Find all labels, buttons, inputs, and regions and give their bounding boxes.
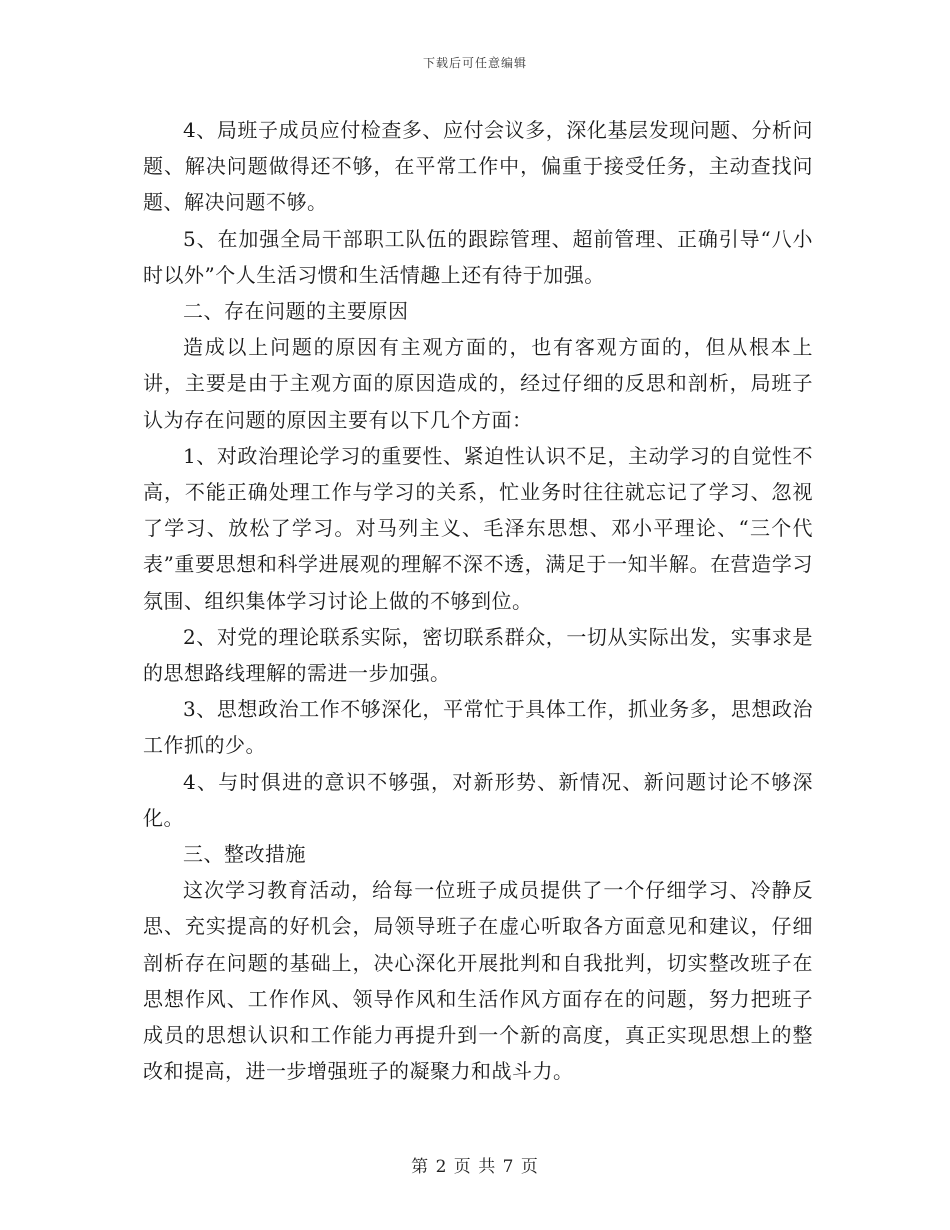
paragraph-cause-2: 2、对党的理论联系实际，密切联系群众，一切从实际出发，实事求是的思想路线理解的需进一步加强。: [143, 624, 813, 686]
header-note: 下载后可任意编辑: [422, 56, 527, 70]
section-heading-measures: 三、整改措施: [183, 842, 306, 867]
paragraph-item-5: 5、在加强全局干部职工队伍的跟踪管理、超前管理、正确引导“八小时以外”个人生活习惯和生活情趣上还有待于加强。: [143, 226, 813, 287]
paragraph-cause-1: 1、对政治理论学习的重要性、紧迫性认识不足，主动学习的自觉性不高，不能正确处理工作与学习的关系，忙业务时往往就忘记了学习、忽视了学习、放松了学习。对马列主义、毛泽东思想、邓小平理论、“三个代表”重要思想和科学进展观的理解不深不透，满足于一知半解。在营造学习氛围、组织集体学习讨论上做的不够到位。: [143, 443, 813, 613]
paragraph-item-4: 4、局班子成员应付检查多、应付会议多，深化基层发现问题、分析问题、解决问题做得还不够，在平常工作中，偏重于接受任务，主动查找问题、解决问题不够。: [143, 118, 813, 215]
paragraph-cause-3: 3、思想政治工作不够深化，平常忙于具体工作，抓业务多，思想政治工作抓的少。: [143, 697, 813, 758]
paragraph-measures-intro: 这次学习教育活动，给每一位班子成员提供了一个仔细学习、冷静反思、充实提高的好机会，局领导班子在虚心听取各方面意见和建议，仔细剖析存在问题的基础上，决心深化开展批判和自我批判，切实整改班子在思想作风、工作作风、领导作风和生活作风方面存在的问题，努力把班子成员的思想认识和工作能力再提升到一个新的高度，真正实现思想上的整改和提高，进一步增强班子的凝聚力和战斗力。: [143, 878, 813, 1084]
page-number-footer: 第 2 页 共 7 页: [411, 1157, 539, 1177]
document-body: [143, 112, 813, 1089]
paragraph-causes-intro: 造成以上问题的原因有主观方面的，也有客观方面的，但从根本上讲，主要是由于主观方面的原因造成的，经过仔细的反思和剖析，局班子认为存在问题的原因主要有以下几个方面：: [143, 335, 813, 432]
paragraph-cause-4: 4、与时俱进的意识不够强，对新形势、新情况、新问题讨论不够深化。: [143, 769, 813, 830]
section-heading-causes: 二、存在问题的主要原因: [183, 299, 409, 324]
